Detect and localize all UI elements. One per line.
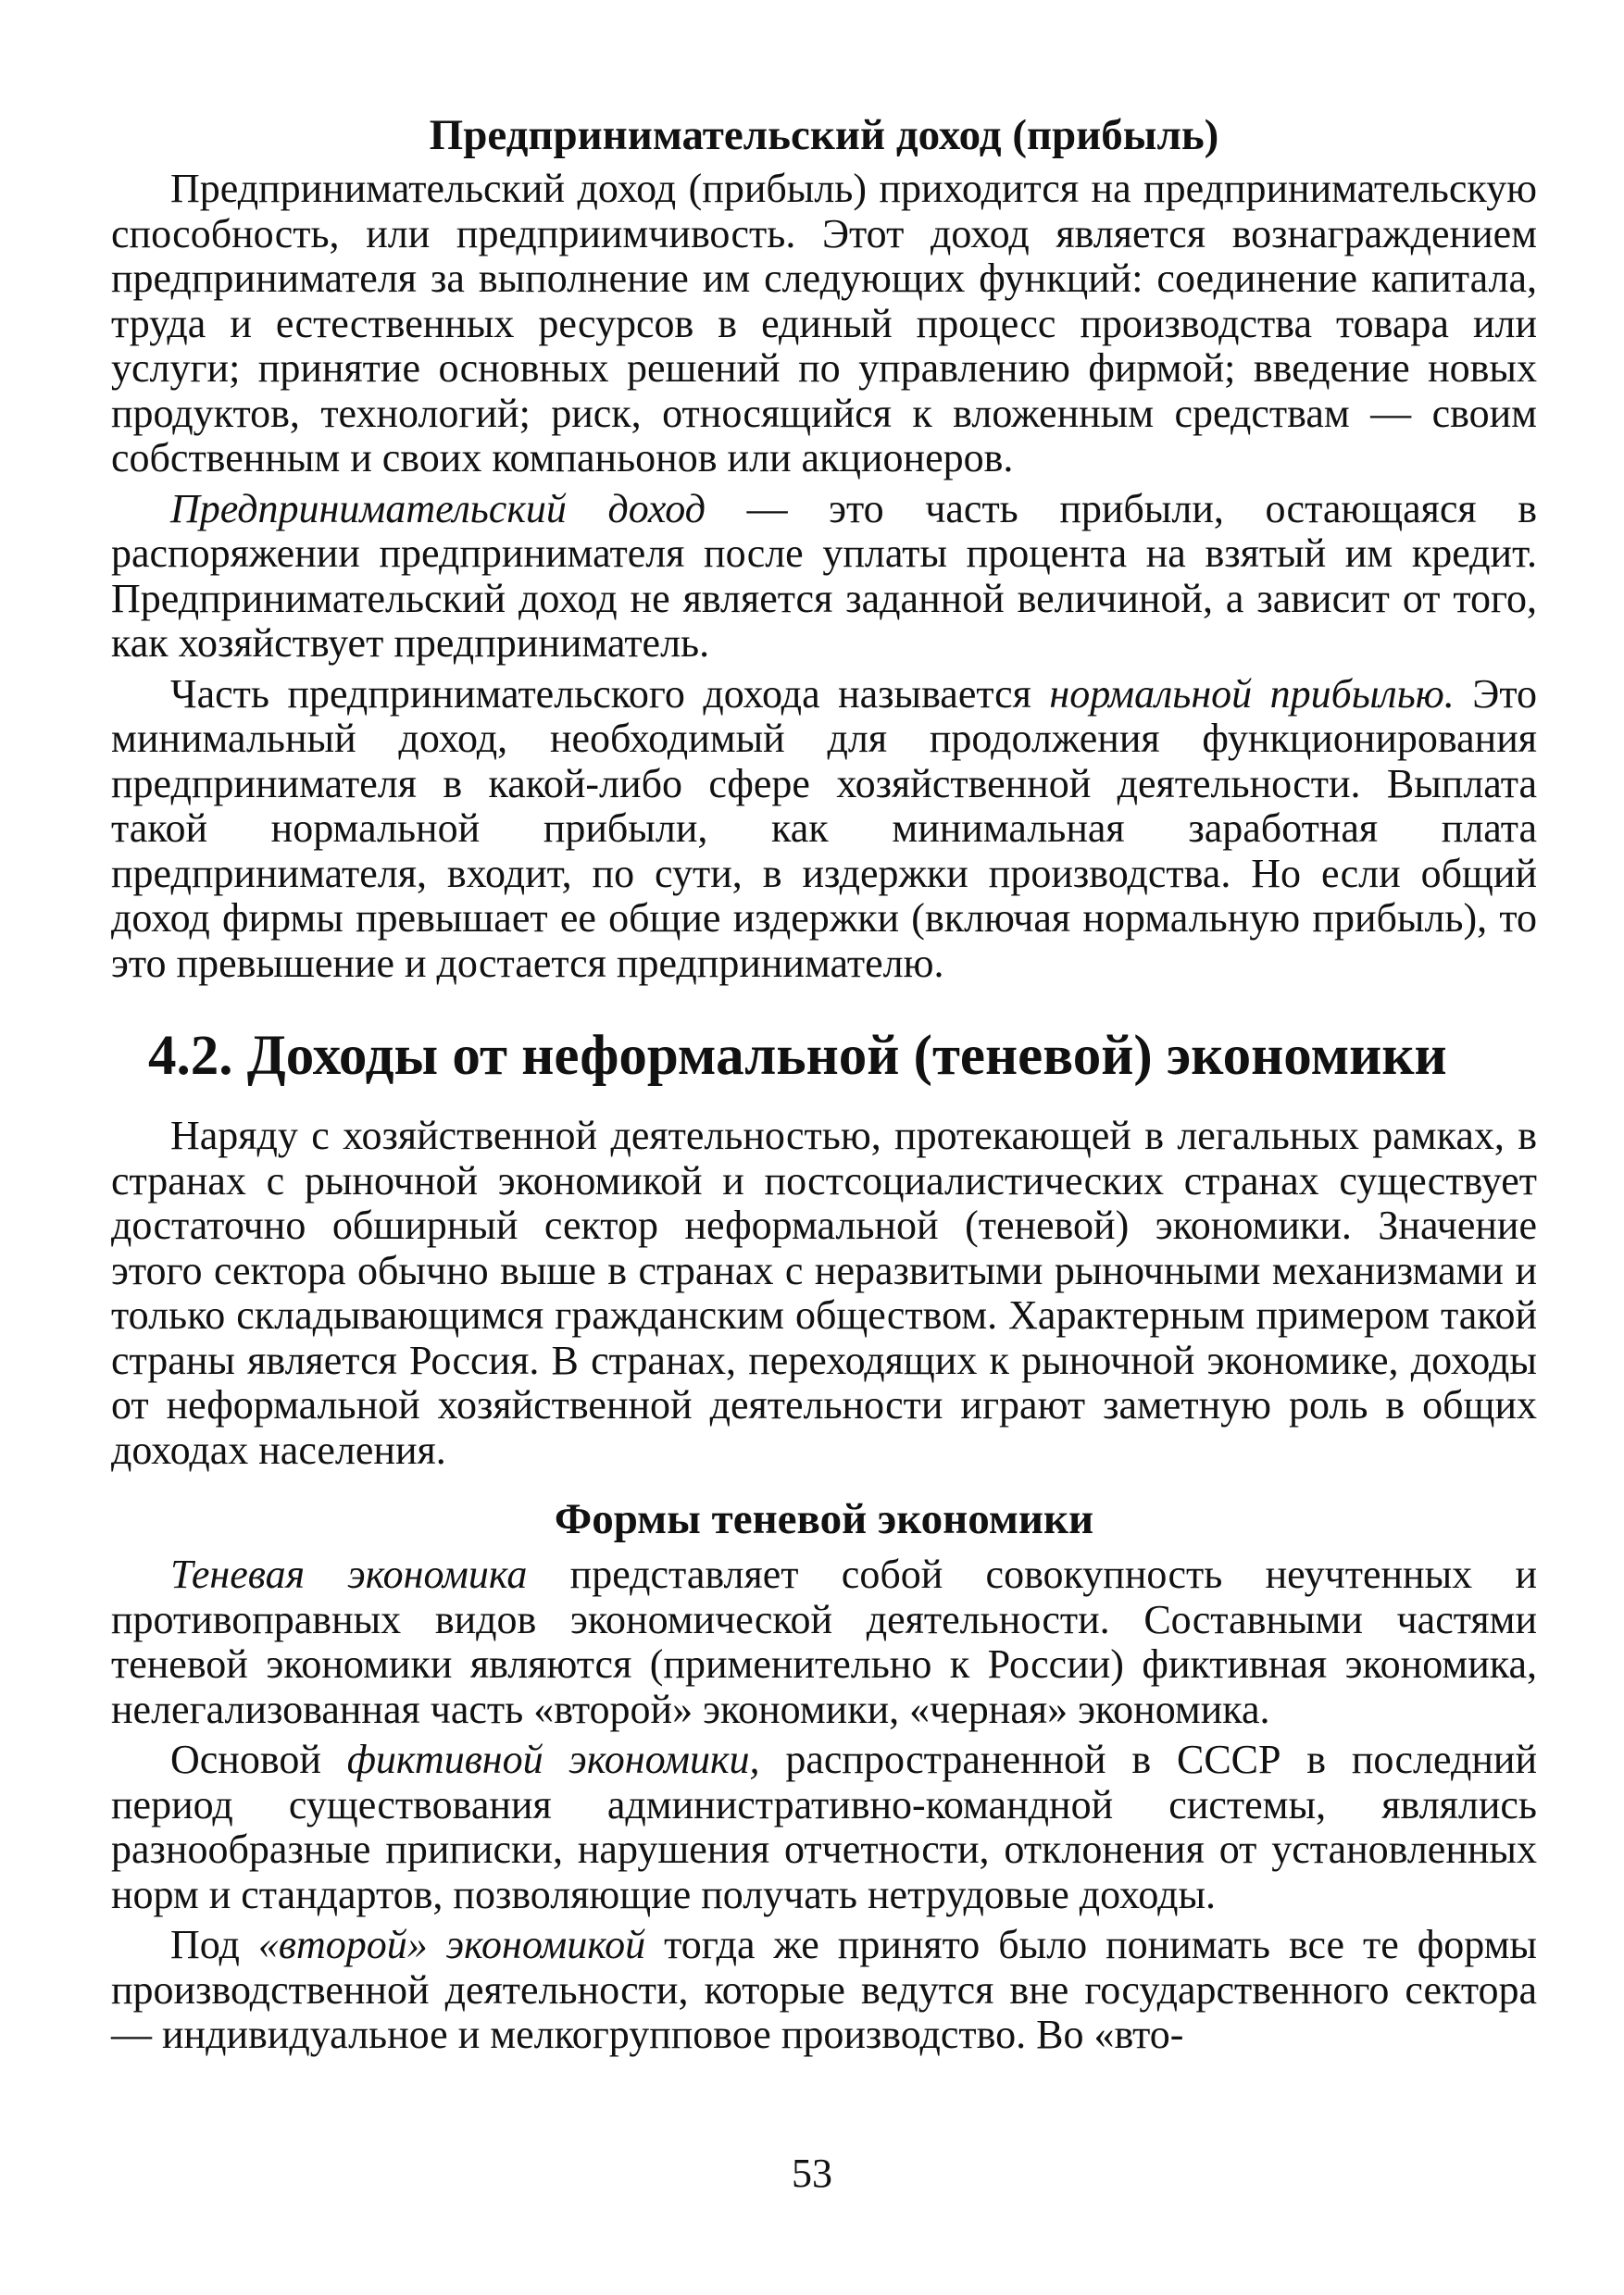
paragraph-text: Основой (170, 1737, 347, 1782)
term-italic: Теневая экономика (170, 1552, 528, 1597)
paragraph (111, 672, 1537, 987)
paragraph-text: представляет собой совокупность неучтенных и противоправных видов экономической деятельности. Составными частями теневой экономики являются (применительно к России) фиктивная экономика, нелегализованная часть «второй» экономики, «черная» экономика. (111, 1552, 1537, 1732)
paragraph-text: распространенной в СССР в последний период существования административно-командной системы, являлись разнообразные приписки, нарушения отчетности, отклонения от установленных норм и стандартов, позволяющие получать нетрудовые доходы. (111, 1737, 1537, 1917)
paragraph-text: Под (170, 1922, 258, 1967)
paragraph (111, 1738, 1537, 1917)
paragraph (111, 167, 1537, 481)
subsection-heading: Формы теневой экономики (554, 1495, 1094, 1543)
page-number: 53 (792, 2151, 832, 2196)
term-italic: фиктивной экономики, (346, 1737, 760, 1782)
paragraph (111, 487, 1537, 667)
paragraph (111, 1923, 1537, 2058)
paragraph-text: тогда же принято было понимать все те формы производственной деятельности, которые ведутся вне государственного сектора — индивидуальное и мелкогрупповое производство. Во «вто- (111, 1922, 1537, 2057)
term-italic: Предпринимательский доход (170, 485, 706, 531)
paragraph (111, 1553, 1537, 1732)
paragraph (111, 1114, 1537, 1473)
paragraph-text: Часть предпринимательского дохода называется (170, 670, 1050, 717)
term-italic: «второй» экономикой (257, 1922, 646, 1967)
paragraph-text: Это минимальный доход, необходимый для продолжения функционирования предпринимателя в какой-либо сфере хозяйственной деятельности. Выплата такой нормальной прибыли, как минимальная заработная плата предпринимателя, входит, по сути, в издержки производства. Но если общий доход фирмы превышает ее общие издержки (включая нормальную прибыль), то это превышение и достается предпринимателю. (111, 670, 1537, 986)
paragraph-text: Предпринимательский доход (прибыль) приходится на предпринимательскую способность, или предприимчивость. Этот доход является вознаграждением предпринимателя за выполнение им следующих функций: соединение капитала, труда и естественных ресурсов в единый процесс производства товара или услуги; принятие основных решений по управлению фирмой; введение новых продуктов, технологий; риск, относящийся к вложенным средствам — своим собственным и своих компаньонов или акционеров. (111, 166, 1537, 480)
paragraph-text: — это часть прибыли, остающаяся в распоряжении предпринимателя после уплаты процента на взятый им кредит. Предпринимательский доход не является заданной величиной, а зависит от того, как хозяйствует предприниматель. (111, 485, 1537, 666)
book-page (111, 109, 1537, 2064)
chapter-heading: 4.2. Доходы от неформальной (теневой) экономики (148, 1025, 1447, 1087)
section-heading: Предпринимательский доход (прибыль) (429, 111, 1219, 159)
paragraph-text: Наряду с хозяйственной деятельностью, протекающей в легальных рамках, в странах с рыночной экономикой и постсоциалистических странах существует достаточно обширный сектор неформальной (теневой) экономики. Значение этого сектора обычно выше в странах с неразвитыми рыночными механизмами и только складывающимся гражданским обществом. Характерным примером такой страны является Россия. В странах, переходящих к рыночной экономике, доходы от неформальной хозяйственной деятельности играют заметную роль в общих доходах населения. (111, 1113, 1537, 1473)
term-italic: нормальной прибылью. (1049, 670, 1455, 717)
